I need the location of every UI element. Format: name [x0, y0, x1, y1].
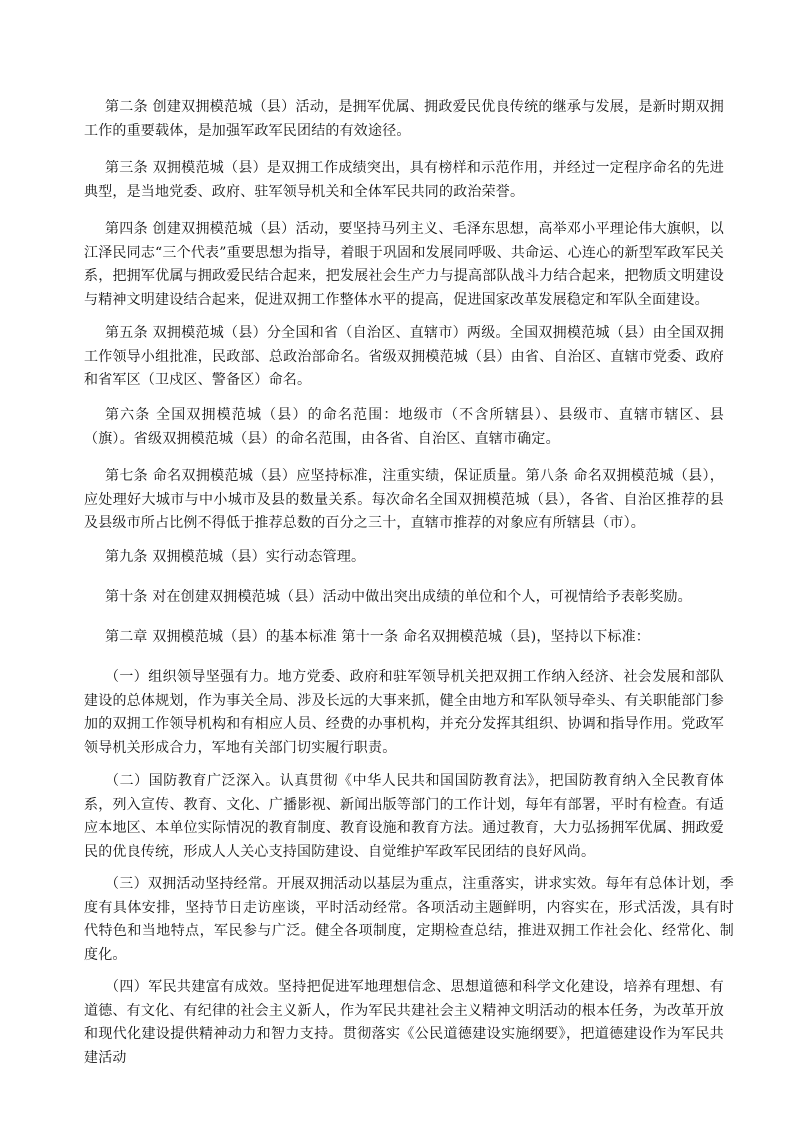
article-5-paragraph: 第五条 双拥模范城（县）分全国和省（自治区、直辖市）两级。全国双拥模范城（县）由全国双拥工作领导小组批准，民政部、总政治部命名。省级双拥模范城（县）由省、自治区、直辖市党委、政府和省军区（卫戍区、警备区）命名。	[84, 325, 724, 389]
article-9-paragraph: 第九条 双拥模范城（县）实行动态管理。	[105, 549, 366, 565]
article-6-paragraph: 第六条 全国双拥模范城（县）的命名范围：地级市（不含所辖县）、县级市、直辖市辖区、县（旗）。省级双拥模范城（县）的命名范围，由各省、自治区、直辖市确定。	[84, 407, 724, 447]
article-4-paragraph: 第四条 创建双拥模范城（县）活动，要坚持马列主义、毛泽东思想，高举邓小平理论伟大旗帜，以江泽民同志“三个代表”重要思想为指导，着眼于巩固和发展同呼吸、共命运、心连心的新型军政军民关系，把拥军优属与拥政爱民结合起来，把发展社会生产力与提高部队战斗力结合起来，把物质文明建设与精神文明建设结合起来，促进双拥工作整体水平的提高，促进国家改革发展稳定和军队全面建设。	[84, 221, 724, 308]
standard-3-paragraph: （三）双拥活动坚持经常。开展双拥活动以基层为重点，注重落实，讲求实效。每年有总体计划，季度有具体安排，坚持节日走访座谈，平时活动经常。各项活动主题鲜明，内容实在，形式活泼，具有时代特色和当地特点，军民参与广泛。健全各项制度，定期检查总结，推进双拥工作社会化、经常化、制度化。	[84, 876, 734, 963]
standard-4-paragraph: （四）军民共建富有成效。坚持把促进军地理想信念、思想道德和科学文化建设，培养有理想、有道德、有文化、有纪律的社会主义新人，作为军民共建社会主义精神文明活动的根本任务，为改革开放和现代化建设提供精神动力和智力支持。贯彻落实《公民道德建设实施纲要》，把道德建设作为军民共建活动	[84, 979, 724, 1066]
article-2-paragraph: 第二条 创建双拥模范城（县）活动，是拥军优属、拥政爱民优良传统的继承与发展，是新时期双拥工作的重要载体，是加强军政军民团结的有效途径。	[84, 99, 724, 139]
chapter-2-heading-paragraph: 第二章 双拥模范城（县）的基本标准 第十一条 命名双拥模范城（县)，坚持以下标准：	[105, 629, 651, 645]
article-10-paragraph: 第十条 对在创建双拥模范城（县）活动中做出突出成绩的单位和个人，可视情给予表彰奖励。	[105, 589, 692, 605]
article-7-8-paragraph: 第七条 命名双拥模范城（县）应坚持标准，注重实绩，保证质量。第八条 命名双拥模范城（县），应处理好大城市与中小城市及县的数量关系。每次命名全国双拥模范城（县），各省、自治区推荐的县及县级市所占比例不得低于推荐总数的百分之三十，直辖市推荐的对象应有所辖县（市）。	[84, 468, 724, 532]
standard-2-paragraph: （二）国防教育广泛深入。认真贯彻《中华人民共和国国防教育法》，把国防教育纳入全民教育体系，列入宣传、教育、文化、广播影视、新闻出版等部门的工作计划，每年有部署，平时有检查。有适应本地区、本单位实际情况的教育制度、教育设施和教育方法。通过教育，大力弘扬拥军优属、拥政爱民的优良传统，形成人人关心支持国防建设、自觉维护军政军民团结的良好风尚。	[84, 773, 724, 860]
article-3-paragraph: 第三条 双拥模范城（县）是双拥工作成绩突出，具有榜样和示范作用，并经过一定程序命名的先进典型，是当地党委、政府、驻军领导机关和全体军民共同的政治荣誉。	[84, 160, 724, 200]
standard-1-paragraph: （一）组织领导坚强有力。地方党委、政府和驻军领导机关把双拥工作纳入经济、社会发展和部队建设的总体规划，作为事关全局、涉及长远的大事来抓，健全由地方和军队领导牵头、有关职能部门参加的双拥工作领导机构和有相应人员、经费的办事机构，并充分发挥其组织、协调和指导作用。党政军领导机关形成合力，军地有关部门切实履行职责。	[84, 669, 724, 756]
